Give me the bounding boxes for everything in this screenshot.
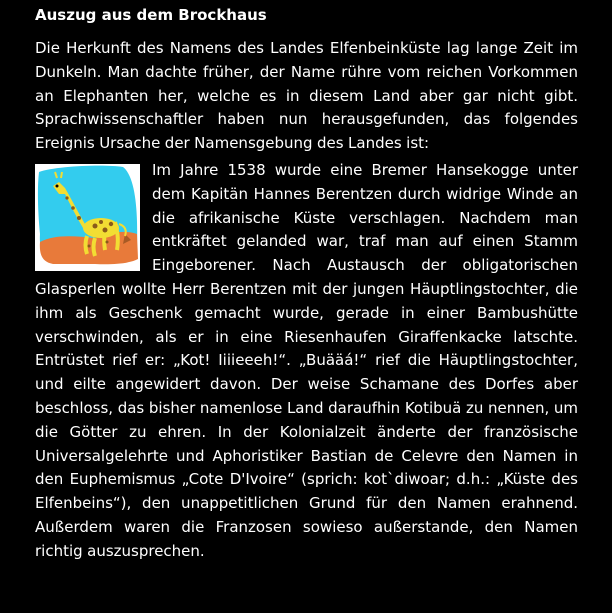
- story-paragraph: [35, 159, 578, 564]
- intro-paragraph: Die Herkunft des Namens des Landes Elfenbeinküste lag lange Zeit im Dunkeln. Man dachte früher, der Name rühre vom reichen Vorkommen an Elephanten her, welche es in diesem Land aber gar nicht gibt. Sprachwissenschaftler haben nun herausgefunden, das folgendes Ereignis Ursache der Namensgebung des Landes ist:: [35, 39, 578, 153]
- article-title: Auszug aus dem Brockhaus: [35, 6, 267, 24]
- giraffe-icon: [35, 164, 140, 271]
- story-text: Im Jahre 1538 wurde eine Bremer Hansekogge unter dem Kapitän Hannes Berentzen durch widrige Winde an die afrikanische Küste verschlagen. Nachdem man entkräftet gelanded war, traf man auf einen Stamm Eingeborener. Nach Austausch der obligatorischen Glasperlen wollte Herr Berentzen mit der jungen Häuptlingstochter, die ihm als Geschenk gemacht wurde, gerade in einer Bambushütte verschwinden, als er in eine Riesenhaufen Giraffenkacke latschte. Entrüstet rief er: „Kot! Iiiieeeh!“. „Buääá!“ rief die Häuptlingstochter, und eilte angewidert davon. Der weise Schamane des Dorfes aber beschloss, das bisher namenlose Land daraufhin Kotibuä zu nennen, um die Götter zu ehren. In der Kolonialzeit änderte der französische Universalgelehrte und Aphoristiker Bastian de Celevre den Namen in den Euphemismus „Cote D'Ivoire“ (sprich: kot`diwoar; d.h.: „Küste des Elfenbeins“), den unappetitlichen Grund für den Namen erahnend. Außerdem waren die Franzosen sowieso außerstande, den Namen richtig auszusprechen.: [35, 160, 578, 560]
- giraffe-illustration: [35, 164, 140, 271]
